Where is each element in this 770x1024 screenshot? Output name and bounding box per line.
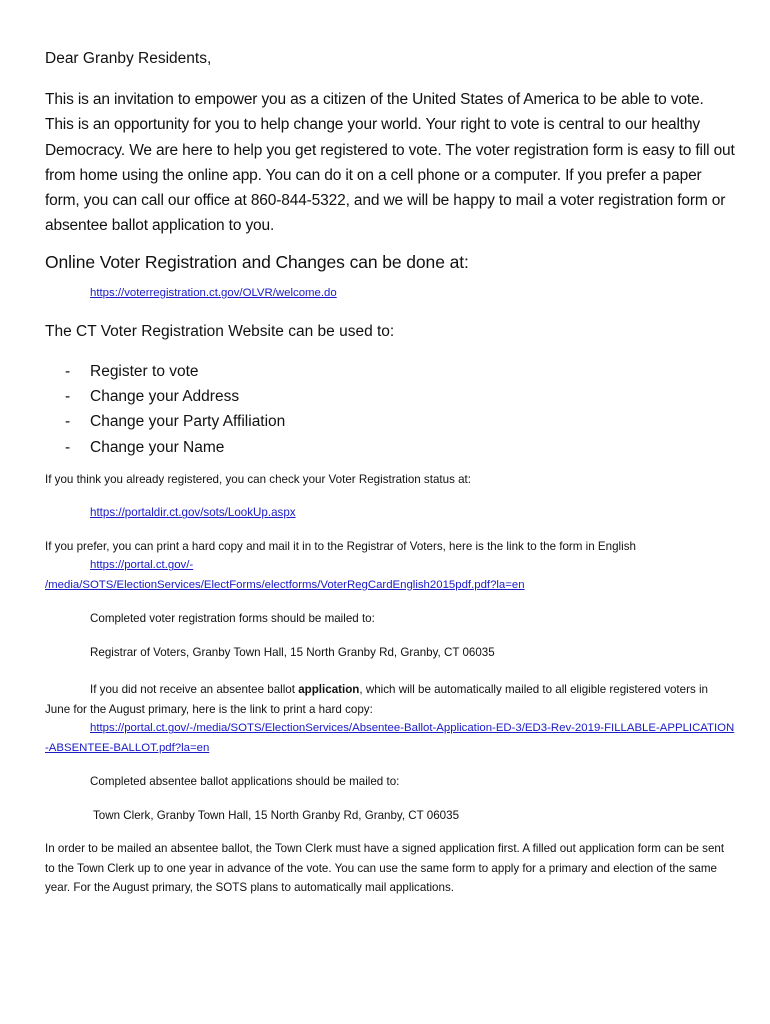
salutation: Dear Granby Residents, (45, 50, 212, 67)
website-uses-list (45, 359, 735, 460)
absentee-application-link[interactable]: https://portal.ct.gov/-/media/SOTS/ElectionServices/Absentee-Ballot-Application-ED-3/ED3-Rev-2019-FILLABLE-APPLICATION-ABSENTEE-BALLOT.pdf?la=en (45, 722, 735, 754)
mail-absentee-text: Completed absentee ballot applications should be mailed to: (90, 775, 400, 789)
status-check-text: If you think you already registered, you can check your Voter Registration status at: (45, 472, 471, 486)
absentee-text-after: , which will be automatically mailed to all eligible registered voters in June for the August primary, here is the link to print a hard copy: (45, 683, 709, 716)
list-item (45, 409, 735, 434)
status-check-link[interactable]: https://portaldir.ct.gov/sots/LookUp.aspx (90, 506, 296, 520)
online-registration-heading: Online Voter Registration and Changes can be done at: (45, 251, 469, 272)
registrar-address: Registrar of Voters, Granby Town Hall, 15 North Granby Rd, Granby, CT 06035 (90, 645, 495, 659)
intro-paragraph: This is an invitation to empower you as a citizen of the United States of America to be able to vote. This is an opportunity for you to help change your world. Your right to vote is central to our healthy Democracy. We are here to help you get registered to vote. The voter registration form is easy to fill out from home using the online app. You can do it on a cell phone or a computer. If you prefer a paper form, you can call our office at 860-844-5322, and we will be happy to mail a voter registration form or absentee ballot application to you. (45, 91, 735, 235)
closing-paragraph: In order to be mailed an absentee ballot, the Town Clerk must have a signed application first. A filled out application form can be sent to the Town Clerk up to one year in advance of the vote. You can use the same form to apply for a primary and election of the same year. For the August primary, the SOTS plans to automatically mail applications. (45, 842, 725, 895)
online-registration-link-row (45, 283, 735, 303)
print-form-text: If you prefer, you can print a hard copy and mail it in to the Registrar of Voters, here is the link to the form in English (45, 539, 636, 553)
list-item (45, 384, 735, 409)
website-uses-heading: The CT Voter Registration Website can be used to: (45, 322, 395, 340)
print-form-link-line2[interactable]: /media/SOTS/ElectionServices/ElectForms/electforms/VoterRegCardEnglish2015pdf.pdf?la=en (45, 578, 525, 591)
list-dash: - (65, 438, 71, 456)
absentee-text-before: If you did not receive an absentee ballot (90, 683, 299, 697)
letter-page (45, 46, 735, 898)
list-dash: - (65, 413, 71, 431)
print-form-link-row (45, 556, 735, 595)
list-dash: - (65, 388, 71, 406)
absentee-text-bold: application (298, 683, 360, 697)
clerk-address: Town Clerk, Granby Town Hall, 15 North Granby Rd, Granby, CT 06035 (93, 808, 460, 822)
list-item (45, 435, 735, 460)
list-dash: - (65, 362, 71, 380)
print-form-link-line1[interactable]: https://portal.ct.gov/- (90, 559, 194, 572)
list-item-label: Change your Party Affiliation (90, 413, 286, 431)
absentee-application-text (45, 680, 735, 719)
online-registration-link[interactable]: https://voterregistration.ct.gov/OLVR/welcome.do (90, 286, 337, 299)
list-item-label: Register to vote (90, 362, 199, 380)
list-item-label: Change your Name (90, 438, 225, 456)
status-link-row (45, 503, 735, 523)
absentee-link-row (45, 719, 735, 758)
mail-registration-text: Completed voter registration forms should be mailed to: (90, 612, 375, 626)
list-item (45, 359, 735, 384)
list-item-label: Change your Address (90, 388, 240, 406)
